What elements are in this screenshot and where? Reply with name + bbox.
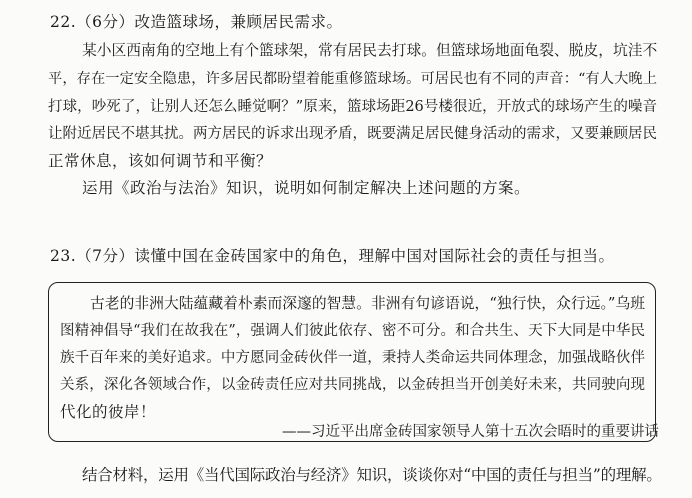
q22-body-line-1: 某小区西南角的空地上有个篮球架，常有居民去打球。但篮球场地面龟裂、脱皮，坑洼不 [82,42,657,59]
material-line-4: 关系，深化各领域合作，以金砖责任应对共同挑战，以金砖担当开创美好未来，共同驶向现 [60,377,645,393]
material-source: ——习近平出席金砖国家领导人第十五次会晤时的重要讲话 [282,424,659,440]
q22-task: 运用《政治与法治》知识，说明如何制定解决上述问题的方案。 [82,179,531,197]
material-line-3: 族千百年来的美好追求。中方愿同金砖伙伴一道，秉持人类命运共同体理念，加强战略伙伴 [60,350,645,366]
q22-body-line-5: 正常休息，该如何调节和平衡？ [48,152,273,170]
material-line-1: 古老的非洲大陆蕴藏着朴素而深邃的智慧。非洲有句谚语说，“独行快，众行远。”乌班 [90,295,645,312]
material-line-5: 代化的彼岸！ [60,403,157,421]
q23-task: 结合材料，运用《当代国际政治与经济》知识，谈谈你对“中国的责任与担当”的理解。 [82,466,662,484]
q22-body-line-4: 让附近居民不堪其扰。两方居民的诉求出现矛盾，既要满足居民健身活动的需求，又要兼顾居民 [48,126,657,142]
q22-header: 22.（6分）改造篮球场，兼顾居民需求。 [50,13,343,31]
q22-body-line-2: 平，存在一定安全隐患，许多居民都盼望着能重修篮球场。可居民也有不同的声音：“有人大晚上 [48,71,657,87]
q23-header: 23.（7分）读懂中国在金砖国家中的角色，理解中国对国际社会的责任与担当。 [50,247,615,265]
q22-body-line-3: 打球，吵死了，让别人还怎么睡觉啊？”原来，篮球场距26号楼很近，开放式的球场产生的噪音 [48,99,657,115]
material-line-2: 图精神倡导“我们在故我在”，强调人们彼此依存、密不可分。和合共生、天下大同是中华民 [60,323,645,339]
